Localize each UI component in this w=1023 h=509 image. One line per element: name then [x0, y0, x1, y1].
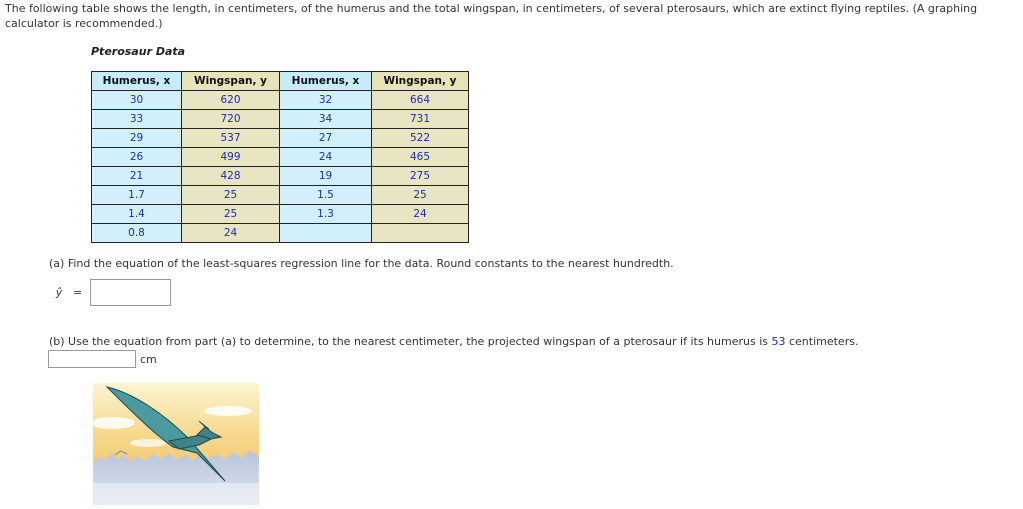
table-cell: 24	[372, 205, 469, 224]
table-cell: 0.8	[92, 224, 182, 243]
table-cell: 1.4	[92, 205, 182, 224]
table-cell: 620	[182, 91, 280, 110]
y-hat-symbol: ŷ	[55, 285, 63, 299]
table-cell	[372, 224, 469, 243]
table-cell: 19	[280, 167, 372, 186]
table-cell: 1.7	[92, 186, 182, 205]
wingspan-answer-row	[48, 350, 157, 368]
header-wingspan-y-2: Wingspan, y	[372, 72, 469, 91]
part-b-text-start: (b) Use the equation from part (a) to determine, to the nearest centimeter, the projected wingspan of a pterosaur if its humerus is	[49, 335, 772, 348]
intro-text: The following table shows the length, in centimeters, of the humerus and the total wingspan, in centimeters, of several pterosaurs, which are extinct flying reptiles. (A graphing calculator is recommended.)	[5, 2, 978, 30]
part-a-question: (a) Find the equation of the least-squares regression line for the data. Round constants to the nearest hundredth.	[49, 257, 674, 270]
table-cell: 731	[372, 110, 469, 129]
table-row	[92, 167, 469, 186]
table-cell: 537	[182, 129, 280, 148]
table-cell: 33	[92, 110, 182, 129]
regression-answer-row	[52, 277, 171, 307]
table-header-row	[92, 72, 469, 91]
table-row	[92, 205, 469, 224]
table-cell: 21	[92, 167, 182, 186]
pterosaur-illustration	[93, 383, 259, 505]
table-cell: 26	[92, 148, 182, 167]
part-b-question	[49, 335, 858, 348]
table-cell: 664	[372, 91, 469, 110]
header-wingspan-y-1: Wingspan, y	[182, 72, 280, 91]
table-cell: 32	[280, 91, 372, 110]
table-row	[92, 91, 469, 110]
table-cell: 29	[92, 129, 182, 148]
part-b-text-end: centimeters.	[785, 335, 859, 348]
table-cell: 34	[280, 110, 372, 129]
equals-sign: =	[73, 285, 83, 299]
table-cell: 25	[182, 186, 280, 205]
header-humerus-x-1: Humerus, x	[92, 72, 182, 91]
table-cell: 24	[280, 148, 372, 167]
regression-equation-input[interactable]	[90, 279, 171, 306]
table-cell: 24	[182, 224, 280, 243]
table-cell: 720	[182, 110, 280, 129]
table-title: Pterosaur Data	[91, 45, 186, 58]
table-cell: 25	[182, 205, 280, 224]
header-humerus-x-2: Humerus, x	[280, 72, 372, 91]
table-cell: 27	[280, 129, 372, 148]
humerus-value: 53	[771, 335, 786, 348]
table-cell: 465	[372, 148, 469, 167]
table-cell: 428	[182, 167, 280, 186]
table-row	[92, 148, 469, 167]
unit-label: cm	[140, 352, 157, 366]
wingspan-input[interactable]	[48, 350, 136, 368]
table-cell: 275	[372, 167, 469, 186]
table-cell: 522	[372, 129, 469, 148]
pterosaur-data-table	[91, 71, 469, 243]
table-cell: 25	[372, 186, 469, 205]
table-row	[92, 224, 469, 243]
table-row	[92, 129, 469, 148]
table-row	[92, 110, 469, 129]
table-row	[92, 186, 469, 205]
table-cell	[280, 224, 372, 243]
table-cell: 499	[182, 148, 280, 167]
table-cell: 30	[92, 91, 182, 110]
table-cell: 1.3	[280, 205, 372, 224]
table-cell: 1.5	[280, 186, 372, 205]
